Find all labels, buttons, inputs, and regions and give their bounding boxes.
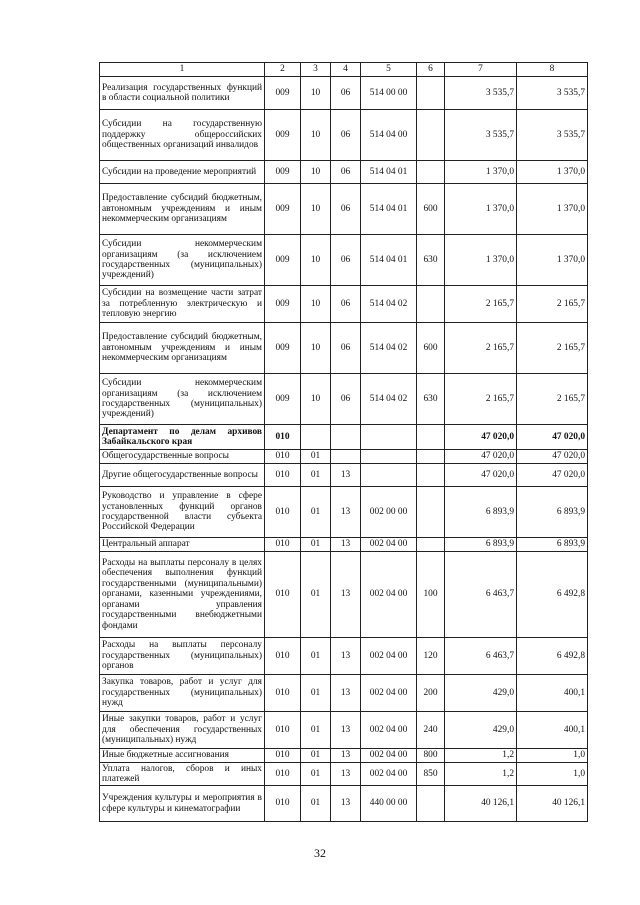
section-code-cell: 01 <box>301 749 331 763</box>
target-article-cell: 514 04 00 <box>361 110 417 161</box>
row-name-cell: Субсидии на возмещение части затрат за потребленную электрическую и тепловую энергию <box>100 286 265 323</box>
table-row <box>100 323 588 374</box>
row-name-cell: Субсидии некоммерческим организациям (за исключением государственных (муниципальных) учреждений) <box>100 235 265 286</box>
table-row <box>100 487 588 538</box>
row-name-cell: Центральный аппарат <box>100 538 265 552</box>
table-row <box>100 184 588 235</box>
target-article-cell: 002 04 00 <box>361 712 417 749</box>
amount-col7-cell: 3 535,7 <box>445 77 517 110</box>
table-row <box>100 77 588 110</box>
amount-col8-cell: 1 370,0 <box>517 161 588 184</box>
row-name-cell: Закупка товаров, работ и услуг для государственных (муниципальных) нужд <box>100 675 265 712</box>
amount-col8-cell: 3 535,7 <box>517 110 588 161</box>
subsection-code-cell: 06 <box>331 161 361 184</box>
column-header: 2 <box>265 63 301 77</box>
expense-type-cell <box>417 425 445 450</box>
section-code-cell: 01 <box>301 763 331 786</box>
target-article-cell <box>361 425 417 450</box>
subsection-code-cell: 06 <box>331 374 361 425</box>
amount-col7-cell: 2 165,7 <box>445 286 517 323</box>
section-code-cell: 10 <box>301 323 331 374</box>
column-header: 7 <box>445 63 517 77</box>
subsection-code-cell: 06 <box>331 77 361 110</box>
section-code-cell: 01 <box>301 538 331 552</box>
page-number: 32 <box>314 846 326 860</box>
target-article-cell <box>361 464 417 487</box>
amount-col8-cell: 2 165,7 <box>517 286 588 323</box>
row-name-cell: Департамент по делам архивов Забайкальского края <box>100 425 265 450</box>
chapter-code-cell: 010 <box>265 749 301 763</box>
expense-type-cell: 120 <box>417 638 445 675</box>
subsection-code-cell: 06 <box>331 235 361 286</box>
section-code-cell: 01 <box>301 552 331 638</box>
row-name-cell: Предоставление субсидий бюджетным, автономным учреждениям и иным некоммерческим организациям <box>100 323 265 374</box>
chapter-code-cell: 010 <box>265 675 301 712</box>
table-row <box>100 464 588 487</box>
subsection-code-cell: 13 <box>331 763 361 786</box>
amount-col8-cell: 47 020,0 <box>517 450 588 464</box>
chapter-code-cell: 010 <box>265 638 301 675</box>
target-article-cell: 002 04 00 <box>361 538 417 552</box>
amount-col8-cell: 2 165,7 <box>517 374 588 425</box>
subsection-code-cell: 13 <box>331 786 361 822</box>
subsection-code-cell: 06 <box>331 110 361 161</box>
row-name-cell: Субсидии на проведение мероприятий <box>100 161 265 184</box>
table-row <box>100 374 588 425</box>
chapter-code-cell: 009 <box>265 184 301 235</box>
target-article-cell: 514 04 02 <box>361 286 417 323</box>
chapter-code-cell: 010 <box>265 487 301 538</box>
section-code-cell: 10 <box>301 286 331 323</box>
section-code-cell: 10 <box>301 161 331 184</box>
amount-col7-cell: 429,0 <box>445 675 517 712</box>
subsection-code-cell: 13 <box>331 552 361 638</box>
chapter-code-cell: 010 <box>265 712 301 749</box>
target-article-cell <box>361 450 417 464</box>
table-row <box>100 161 588 184</box>
subsection-code-cell: 06 <box>331 184 361 235</box>
expense-type-cell <box>417 77 445 110</box>
column-header: 4 <box>331 63 361 77</box>
target-article-cell: 002 04 00 <box>361 552 417 638</box>
target-article-cell: 002 04 00 <box>361 638 417 675</box>
amount-col7-cell: 6 893,9 <box>445 538 517 552</box>
table-row <box>100 235 588 286</box>
table-row <box>100 675 588 712</box>
row-name-cell: Реализация государственных функций в области социальной политики <box>100 77 265 110</box>
amount-col8-cell: 47 020,0 <box>517 425 588 450</box>
amount-col7-cell: 47 020,0 <box>445 450 517 464</box>
chapter-code-cell: 009 <box>265 286 301 323</box>
table-row <box>100 712 588 749</box>
amount-col8-cell: 6 893,9 <box>517 538 588 552</box>
amount-col7-cell: 1,2 <box>445 749 517 763</box>
section-code-cell: 01 <box>301 464 331 487</box>
expense-type-cell <box>417 161 445 184</box>
section-code-cell: 01 <box>301 786 331 822</box>
expense-type-cell: 600 <box>417 323 445 374</box>
subsection-code-cell: 13 <box>331 712 361 749</box>
expense-type-cell <box>417 286 445 323</box>
amount-col7-cell: 1 370,0 <box>445 184 517 235</box>
amount-col7-cell: 1 370,0 <box>445 161 517 184</box>
chapter-code-cell: 010 <box>265 552 301 638</box>
target-article-cell: 514 00 00 <box>361 77 417 110</box>
subsection-code-cell <box>331 450 361 464</box>
amount-col7-cell: 47 020,0 <box>445 464 517 487</box>
chapter-code-cell: 009 <box>265 235 301 286</box>
chapter-code-cell: 010 <box>265 450 301 464</box>
subsection-code-cell: 13 <box>331 464 361 487</box>
expense-type-cell: 800 <box>417 749 445 763</box>
amount-col8-cell: 1,0 <box>517 749 588 763</box>
expense-type-cell: 200 <box>417 675 445 712</box>
chapter-code-cell: 010 <box>265 538 301 552</box>
subsection-code-cell: 13 <box>331 538 361 552</box>
table-row <box>100 286 588 323</box>
section-code-cell: 01 <box>301 712 331 749</box>
chapter-code-cell: 009 <box>265 77 301 110</box>
chapter-code-cell: 009 <box>265 161 301 184</box>
section-code-cell: 10 <box>301 235 331 286</box>
column-header: 8 <box>517 63 588 77</box>
table-row <box>100 552 588 638</box>
subsection-code-cell: 13 <box>331 749 361 763</box>
amount-col7-cell: 6 463,7 <box>445 552 517 638</box>
amount-col8-cell: 1 370,0 <box>517 184 588 235</box>
amount-col7-cell: 429,0 <box>445 712 517 749</box>
amount-col8-cell: 3 535,7 <box>517 77 588 110</box>
expense-type-cell <box>417 538 445 552</box>
row-name-cell: Предоставление субсидий бюджетным, автономным учреждениям и иным некоммерческим организациям <box>100 184 265 235</box>
column-header: 1 <box>100 63 265 77</box>
table-row <box>100 538 588 552</box>
expense-type-cell: 100 <box>417 552 445 638</box>
row-name-cell: Иные бюджетные ассигнования <box>100 749 265 763</box>
expense-type-cell: 630 <box>417 374 445 425</box>
amount-col8-cell: 40 126,1 <box>517 786 588 822</box>
amount-col8-cell: 2 165,7 <box>517 323 588 374</box>
subsection-code-cell: 13 <box>331 487 361 538</box>
chapter-code-cell: 010 <box>265 464 301 487</box>
target-article-cell: 514 04 01 <box>361 161 417 184</box>
section-code-cell: 10 <box>301 374 331 425</box>
amount-col7-cell: 6 463,7 <box>445 638 517 675</box>
section-code-cell: 10 <box>301 110 331 161</box>
expense-type-cell <box>417 487 445 538</box>
amount-col7-cell: 1 370,0 <box>445 235 517 286</box>
amount-col8-cell: 400,1 <box>517 712 588 749</box>
target-article-cell: 514 04 01 <box>361 184 417 235</box>
budget-table <box>99 62 588 822</box>
row-name-cell: Иные закупки товаров, работ и услуг для обеспечения государственных (муниципальных) нужд <box>100 712 265 749</box>
chapter-code-cell: 009 <box>265 323 301 374</box>
amount-col7-cell: 1,2 <box>445 763 517 786</box>
table-row <box>100 786 588 822</box>
section-code-cell: 01 <box>301 675 331 712</box>
expense-type-cell: 240 <box>417 712 445 749</box>
target-article-cell: 002 04 00 <box>361 763 417 786</box>
row-name-cell: Субсидии некоммерческим организациям (за исключением государственных (муниципальных) учреждений) <box>100 374 265 425</box>
amount-col8-cell: 400,1 <box>517 675 588 712</box>
amount-col7-cell: 3 535,7 <box>445 110 517 161</box>
chapter-code-cell: 009 <box>265 374 301 425</box>
chapter-code-cell: 010 <box>265 425 301 450</box>
table-row <box>100 749 588 763</box>
table-row <box>100 425 588 450</box>
section-code-cell: 10 <box>301 184 331 235</box>
chapter-code-cell: 009 <box>265 110 301 161</box>
column-header: 5 <box>361 63 417 77</box>
table-row <box>100 763 588 786</box>
header-row <box>100 63 588 77</box>
target-article-cell: 002 04 00 <box>361 749 417 763</box>
section-code-cell: 10 <box>301 77 331 110</box>
column-header: 3 <box>301 63 331 77</box>
subsection-code-cell: 13 <box>331 675 361 712</box>
amount-col7-cell: 40 126,1 <box>445 786 517 822</box>
row-name-cell: Расходы на выплаты персоналу государственных (муниципальных) органов <box>100 638 265 675</box>
target-article-cell: 002 00 00 <box>361 487 417 538</box>
section-code-cell: 01 <box>301 487 331 538</box>
row-name-cell: Руководство и управление в сфере установленных функций органов государственной власти субъекта Российской Федерации <box>100 487 265 538</box>
row-name-cell: Субсидии на государственную поддержку общероссийских общественных организаций инвалидов <box>100 110 265 161</box>
section-code-cell: 01 <box>301 450 331 464</box>
target-article-cell: 514 04 01 <box>361 235 417 286</box>
amount-col7-cell: 2 165,7 <box>445 374 517 425</box>
subsection-code-cell: 13 <box>331 638 361 675</box>
table-row <box>100 638 588 675</box>
row-name-cell: Общегосударственные вопросы <box>100 450 265 464</box>
chapter-code-cell: 010 <box>265 786 301 822</box>
chapter-code-cell: 010 <box>265 763 301 786</box>
amount-col8-cell: 6 893,9 <box>517 487 588 538</box>
amount-col8-cell: 1 370,0 <box>517 235 588 286</box>
table-body <box>100 77 588 822</box>
amount-col8-cell: 6 492,8 <box>517 638 588 675</box>
expense-type-cell: 600 <box>417 184 445 235</box>
target-article-cell: 514 04 02 <box>361 323 417 374</box>
expense-type-cell <box>417 110 445 161</box>
target-article-cell: 440 00 00 <box>361 786 417 822</box>
expense-type-cell <box>417 786 445 822</box>
expense-type-cell <box>417 450 445 464</box>
row-name-cell: Учреждения культуры и мероприятия в сфере культуры и кинематографии <box>100 786 265 822</box>
expense-type-cell: 850 <box>417 763 445 786</box>
row-name-cell: Другие общегосударственные вопросы <box>100 464 265 487</box>
row-name-cell: Расходы на выплаты персоналу в целях обеспечения выполнения функций государственными (муниципальными) органами, казенными учреждениями, органами управления государственными внебюджетными фондами <box>100 552 265 638</box>
expense-type-cell <box>417 464 445 487</box>
subsection-code-cell <box>331 425 361 450</box>
table-row <box>100 450 588 464</box>
subsection-code-cell: 06 <box>331 286 361 323</box>
subsection-code-cell: 06 <box>331 323 361 374</box>
section-code-cell <box>301 425 331 450</box>
amount-col7-cell: 2 165,7 <box>445 323 517 374</box>
amount-col7-cell: 47 020,0 <box>445 425 517 450</box>
amount-col8-cell: 47 020,0 <box>517 464 588 487</box>
expense-type-cell: 630 <box>417 235 445 286</box>
target-article-cell: 514 04 02 <box>361 374 417 425</box>
amount-col8-cell: 6 492,8 <box>517 552 588 638</box>
table-row <box>100 110 588 161</box>
row-name-cell: Уплата налогов, сборов и иных платежей <box>100 763 265 786</box>
amount-col8-cell: 1,0 <box>517 763 588 786</box>
column-header: 6 <box>417 63 445 77</box>
amount-col7-cell: 6 893,9 <box>445 487 517 538</box>
section-code-cell: 01 <box>301 638 331 675</box>
target-article-cell: 002 04 00 <box>361 675 417 712</box>
